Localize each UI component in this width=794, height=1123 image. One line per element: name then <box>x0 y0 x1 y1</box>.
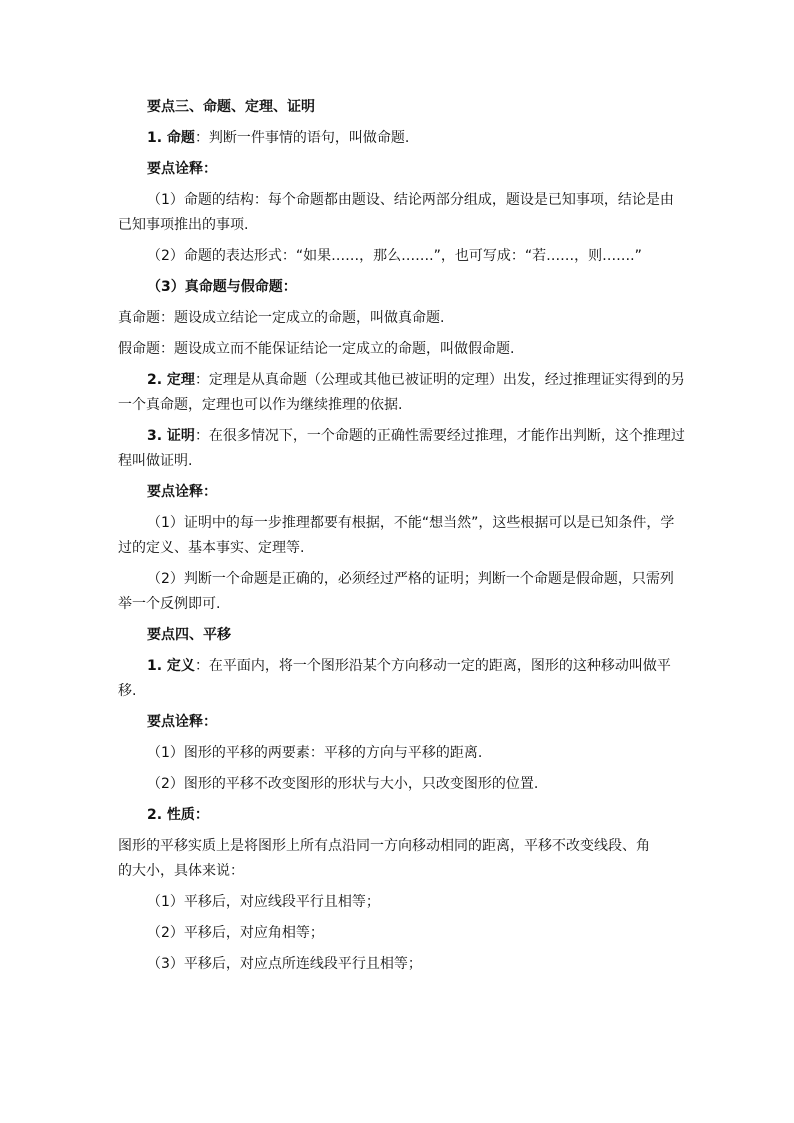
paragraph-proof-note-2: （2）判断一个命题是正确的，必须经过严格的证明；判断一个命题是假命题，只需列 <box>147 571 674 587</box>
list-item-property-3: （3）平移后，对应点所连线段平行且相等； <box>147 956 422 972</box>
subheading-true-false: （3）真命题与假命题： <box>147 279 297 295</box>
note-heading: 要点诠释： <box>147 714 217 730</box>
paragraph-proof-note-1: （1）证明中的每一步推理都要有根据，不能“想当然”，这些根据可以是已知条件，学 <box>147 515 675 531</box>
heading-section-4: 要点四、平移 <box>147 627 231 643</box>
list-item-property-2: （2）平移后，对应角相等； <box>147 925 324 941</box>
paragraph-proof-note-1-cont: 过的定义、基本事实、定理等. <box>118 540 305 556</box>
paragraph-translation-note-1: （1）图形的平移的两要素：平移的方向与平移的距离. <box>147 745 483 761</box>
paragraph-form: （2）命题的表达形式：“如果……，那么…….”，也可写成：“若……，则…….” <box>147 248 642 264</box>
paragraph-structure-cont: 已知事项推出的事项. <box>118 217 249 233</box>
paragraph-proof: 3. 证明：在很多情况下，一个命题的正确性需要经过推理，才能作出判断，这个推理过 <box>147 428 685 444</box>
paragraph-translation-definition-cont: 移. <box>118 683 137 699</box>
paragraph-theorem-cont: 一个真命题，定理也可以作为继续推理的依据. <box>118 397 403 413</box>
paragraph-properties: 图形的平移实质上是将图形上所有点沿同一方向移动相同的距离，平移不改变线段、角 <box>118 838 650 854</box>
note-heading: 要点诠释： <box>147 161 217 177</box>
paragraph-true-proposition: 真命题：题设成立结论一定成立的命题，叫做真命题. <box>118 310 445 326</box>
list-item-property-1: （1）平移后，对应线段平行且相等； <box>147 894 380 910</box>
subheading-properties: 2. 性质： <box>147 807 209 823</box>
note-heading: 要点诠释： <box>147 484 217 500</box>
paragraph-proof-cont: 程叫做证明. <box>118 453 193 469</box>
paragraph-false-proposition: 假命题：题设成立而不能保证结论一定成立的命题，叫做假命题. <box>118 341 515 357</box>
paragraph-theorem: 2. 定理：定理是从真命题（公理或其他已被证明的定理）出发，经过推理证实得到的另 <box>147 372 685 388</box>
paragraph-translation-note-2: （2）图形的平移不改变图形的形状与大小，只改变图形的位置. <box>147 776 539 792</box>
paragraph-translation-definition: 1. 定义：在平面内，将一个图形沿某个方向移动一定的距离，图形的这种移动叫做平 <box>147 658 671 674</box>
heading-section-3: 要点三、命题、定理、证明 <box>147 99 315 115</box>
paragraph-proposition: 1. 命题：判断一件事情的语句，叫做命题. <box>147 130 410 146</box>
paragraph-proof-note-2-cont: 举一个反例即可. <box>118 596 221 612</box>
paragraph-structure: （1）命题的结构：每个命题都由题设、结论两部分组成，题设是已知事项，结论是由 <box>147 192 674 208</box>
paragraph-properties-cont: 的大小，具体来说： <box>118 863 244 879</box>
